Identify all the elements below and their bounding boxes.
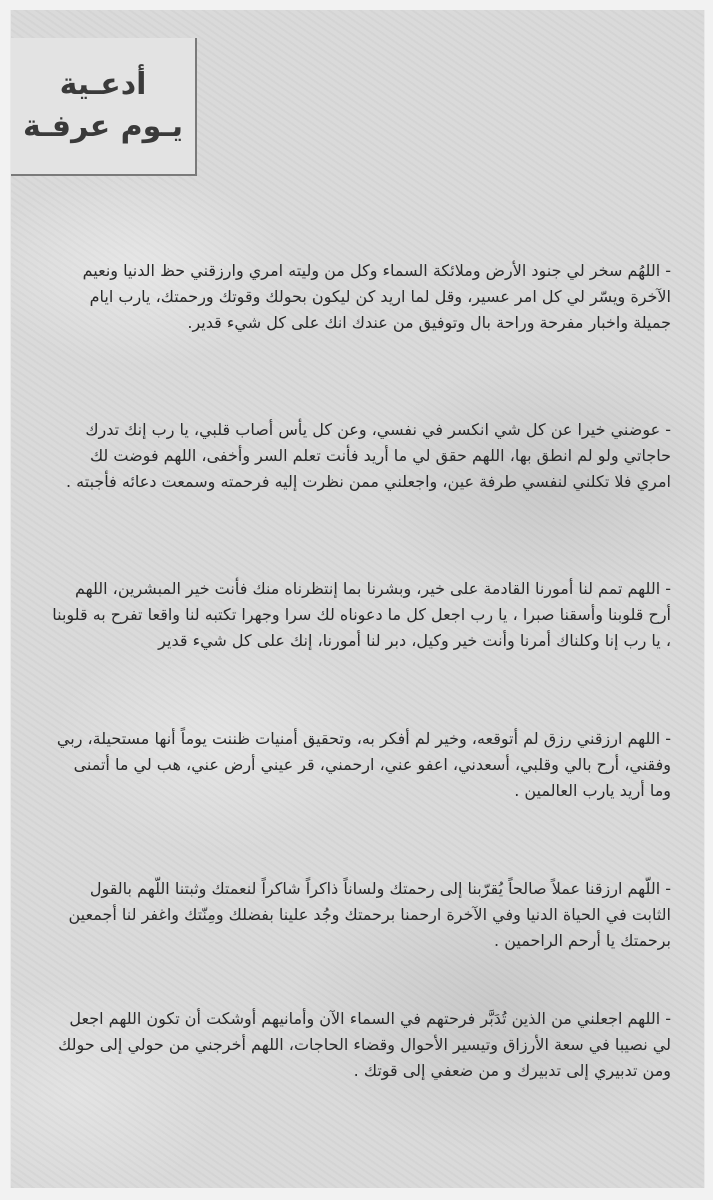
prayer-paragraph: - اللهم تمم لنا أمورنا القادمة على خير، وبشرنا بما إنتظرناه منك فأنت خير المبشرين، اللهم أرح قلوبنا وأسقنا صبرا ، يا رب اجعل كل ما دعوناه لك سرا وجهرا تكتبه لنا واقعا تفرح به قلوبنا ، يا رب إنا وكلناك أمرنا وأنت خير وكيل، دبر لنا أمورنا، إنك على كل شيء قدير <box>52 579 671 650</box>
prayer-paragraph: - عوضني خيرا عن كل شي انكسر في نفسي، وعن كل يأس أصاب قلبي، يا رب إنك تدرك حاجاتي ولو لم انطق بها، اللهم حقق لي ما أريد فأنت تعلم السر وأخفى، اللهم فوضت لك امري فلا تكلني لنفسي طرفة عين، واجعلني ممن نظرت إليه فرحمته وسمعت دعائه فأجبته . <box>65 420 671 491</box>
title-box <box>11 38 197 176</box>
title-line-1: أدعـية <box>59 67 147 102</box>
prayer-paragraph: - اللهم اجعلني من الذين تُدَبَّر فرحتهم في السماء الآن وأمانيهم أوشكت أن تكون اللهم اجعل لي نصيبا في سعة الأرزاق وتيسير الأحوال وقضاء الحاجات، اللهم أخرجني من حولي إلى حولك ومن تدبيري إلى تدبيرك و من ضعفي إلى قوتك . <box>58 1009 671 1080</box>
prayer-paragraph: - اللّهم ارزقنا عملاً صالحاً يُقرّبنا إلى رحمتك ولساناً ذاكراً شاكراً لنعمتك وثبتنا اللّهم بالقول الثابت في الحياة الدنيا وفي الآخرة ارحمنا برحمتك وجُد علينا بفضلك ومِنّتك واغفر لنا أجمعين برحمتك يا أرحم الراحمين . <box>68 879 671 950</box>
title-line-2: يـوم عرفـة <box>22 109 183 144</box>
prayer-paragraph: - اللهم ارزقني رزق لم أتوقعه، وخير لم أفكر به، وتحقيق أمنيات ظننت يوماً أنها مستحيلة، ربي وفقني، أرح بالي وقلبي، أسعدني، اعفو عني، ارحمني، قر عيني أرض عني، هب لي ما أتمنى وما أريد يارب العالمين . <box>56 729 671 800</box>
prayer-paragraph: - اللهُم سخر لي جنود الأرض وملائكة السماء وكل من وليته امري وارزقني حظ الدنيا ونعيم الآخرة ويسّر لي كل امر عسير، وقل لما اريد كن ليكون بحولك وقوتك ورحمتك، يارب ايام جميلة واخبار مفرحة وراحة بال وتوفيق من عندك انك على كل شيء قدير. <box>82 261 671 332</box>
textured-panel <box>10 10 705 1188</box>
